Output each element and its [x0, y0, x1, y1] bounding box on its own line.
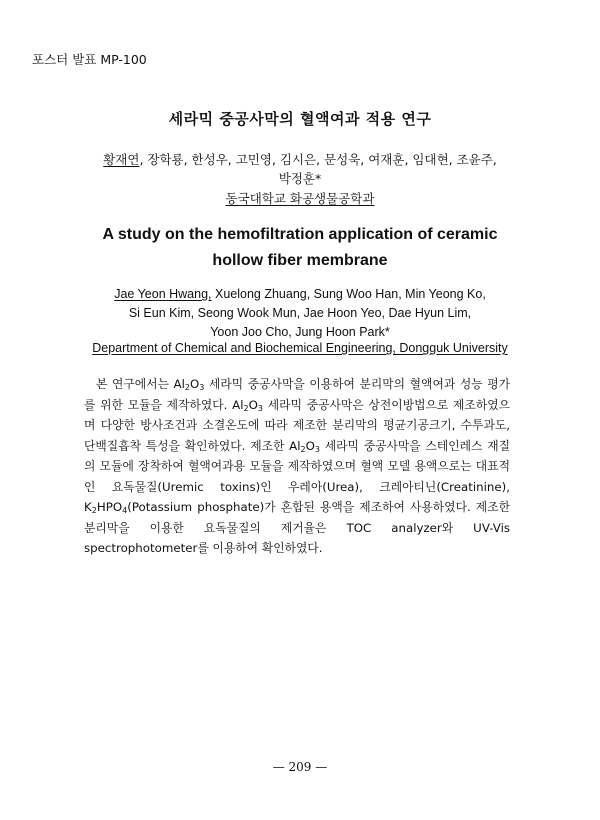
english-first-author: Jae Yeon Hwang,	[114, 287, 212, 301]
oxygen-symbol: O	[248, 397, 258, 412]
subscript-2: 2	[300, 444, 306, 454]
abstract-text-4: 세라믹 중공사막을 스테인레스 재질의 모듈에 장착하여 혈액여과용 모듈을 제작하였으며 혈액 모델 용액으로는 대표적인 요독물질(Uremic toxins)인 우레아(Urea), 크레아티닌(Creatinine), K	[84, 438, 511, 514]
english-affiliation-text: Department of Chemical and Biochemical Engineering, Dongguk University	[92, 341, 508, 355]
session-label: 포스터 발표 MP-100	[32, 52, 147, 67]
english-authors	[0, 285, 600, 342]
oxygen-symbol: O	[305, 438, 315, 453]
subscript-2: 2	[243, 403, 249, 413]
page-number: — 209 —	[272, 760, 328, 774]
english-title-line1: A study on the hemofiltration application of ceramic	[102, 226, 498, 243]
english-title-line2: hollow fiber membrane	[212, 252, 388, 269]
english-authors-line3: Yoon Joo Cho, Jung Hoon Park*	[210, 325, 390, 339]
abstract-paragraph	[84, 374, 510, 559]
subscript-4: 4	[122, 506, 128, 515]
korean-affiliation	[0, 189, 600, 207]
abstract-text-6: (Potassium phosphate)가 혼합된 용액을 제조하여 사용하였다. 제조한 분리막을 이용한 요독물질의 제거율은 TOC analyzer와 UV-Vis spectrophotometer를 이용하여 확인하였다.	[84, 500, 510, 555]
subscript-3: 3	[257, 403, 264, 413]
english-authors-line1-rest: Xuelong Zhuang, Sung Woo Han, Min Yeong Ko,	[211, 287, 486, 301]
korean-coauthors-line1: , 장학룡, 한성우, 고민영, 김시은, 문성욱, 여재훈, 임대현, 조윤주,	[139, 152, 497, 167]
korean-coauthors-line2: 박정훈*	[278, 171, 322, 186]
subscript-2: 2	[184, 383, 190, 392]
abstract-text-5: HPO	[96, 500, 123, 514]
english-authors-line2: Si Eun Kim, Seong Wook Mun, Jae Hoon Yeo, Dae Hyun Lim,	[128, 306, 472, 320]
english-affiliation	[0, 341, 600, 355]
abstract-text-3: 세라믹 중공사막은 상전이방법으로 제조하였으며 다양한 방사조건과 소결온도에 따라 제조한 분리막의 평균기공크기, 수투과도, 단백질흡착 특성을 확인하였다. 제조한 Al	[84, 397, 511, 453]
oxygen-symbol: O	[190, 377, 200, 391]
abstract-text-1: 본 연구에서는 Al	[96, 377, 185, 391]
korean-authors	[0, 150, 600, 188]
subscript-2: 2	[91, 506, 97, 515]
abstract-text-2: 세라믹 중공사막을 이용하여 분리막의 혈액여과 성능 평가를 위한 모듈을 제작하였다. Al	[84, 377, 510, 412]
korean-first-author: 황재연	[103, 152, 140, 167]
subscript-3: 3	[314, 444, 320, 454]
subscript-3: 3	[199, 383, 205, 392]
english-title	[0, 222, 600, 274]
korean-affiliation-text: 동국대학교 화공생물공학과	[225, 191, 375, 206]
korean-title: 세라믹 중공사막의 혈액여과 적용 연구	[168, 110, 432, 128]
